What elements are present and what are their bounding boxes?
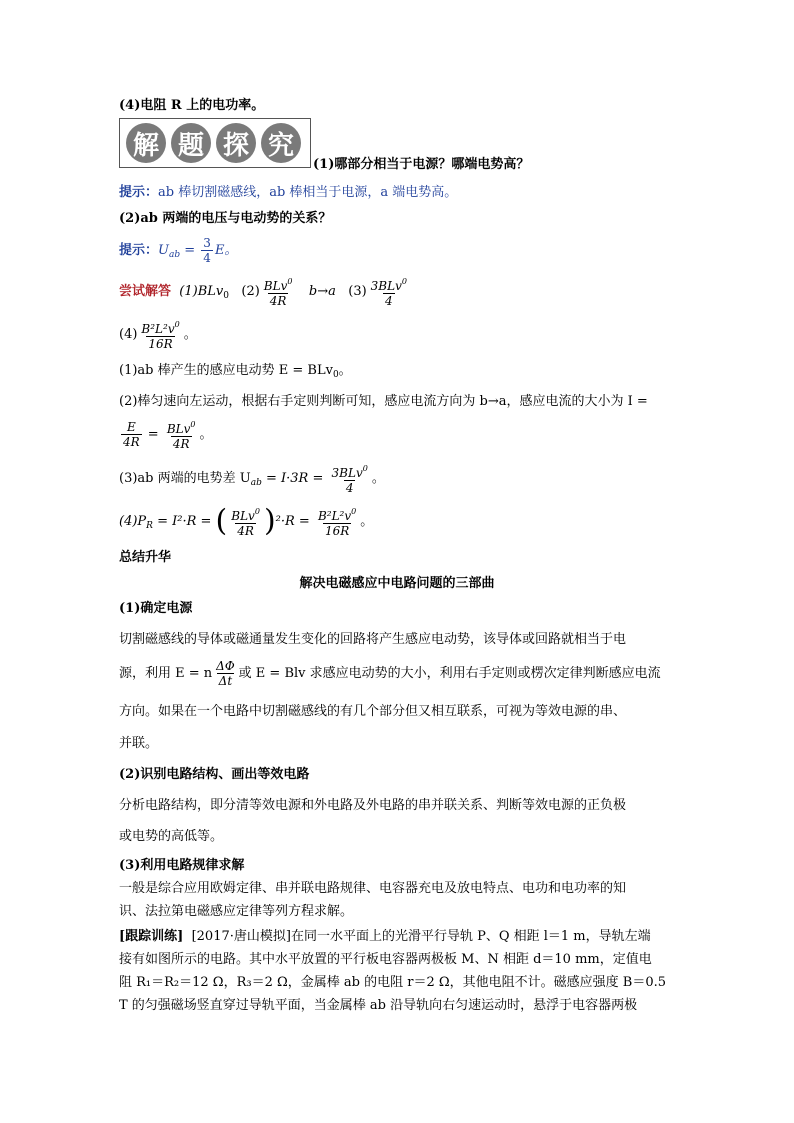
exercise-text-1: [2017·唐山模拟]在同一水平面上的光滑平行导轨 P、Q 相距 l＝1 m，导轨左端 bbox=[191, 929, 651, 944]
fraction-denominator: 4R bbox=[237, 524, 254, 538]
solution-1-tail: 。 bbox=[338, 363, 352, 378]
solution-4-tail: 。 bbox=[360, 514, 374, 529]
summary-step-2: (2)识别电路结构、画出等效电路 bbox=[119, 767, 310, 782]
answer-1: (1)BLv bbox=[179, 284, 224, 299]
flux-fraction bbox=[214, 659, 237, 688]
fraction-denominator: 4 bbox=[345, 481, 354, 495]
exercise-line-1 bbox=[119, 928, 651, 946]
superscript: 0 bbox=[190, 420, 196, 429]
solution-3-tail: 。 bbox=[371, 471, 385, 486]
explore-question-1: (1)哪部分相当于电源？哪端电势高？ bbox=[313, 157, 530, 172]
banner-char: 究 bbox=[261, 123, 301, 163]
fraction-denominator: 16R bbox=[324, 524, 350, 538]
solution-4-mid: = I²·R = bbox=[152, 514, 216, 529]
summary-paragraph-3a: 一般是综合应用欧姆定律、串并联电路规律、电容器充电及放电特点、电功和电功率的知 bbox=[119, 881, 627, 896]
fraction-numerator: BLv bbox=[166, 422, 191, 436]
fraction-denominator: 4R bbox=[269, 294, 287, 308]
summary-paragraph-2b: 或电势的高低等。 bbox=[119, 829, 224, 844]
fraction-denominator: 4 bbox=[385, 294, 393, 308]
answer-3-prefix: (3) bbox=[348, 284, 367, 299]
fraction-numerator: 3BLv bbox=[331, 466, 363, 480]
fraction-denominator: Δt bbox=[218, 674, 233, 688]
hint-2-u: U bbox=[158, 243, 169, 258]
solution-2-fraction-1 bbox=[121, 420, 142, 449]
fraction-numerator: 3 bbox=[203, 236, 211, 250]
answer-4-fraction bbox=[139, 318, 181, 351]
solution-3-sub: ab bbox=[250, 478, 262, 488]
solution-1-sub: 0 bbox=[332, 370, 339, 380]
fraction-denominator: 4R bbox=[172, 437, 190, 451]
summary-paragraph-1c: 方向。如果在一个电路中切割磁感线的有几个部分但又相互联系，可视为等效电源的串、 bbox=[119, 704, 627, 719]
fraction-numerator: B²L²v bbox=[141, 322, 175, 336]
solution-4-fraction bbox=[316, 505, 358, 538]
q4-heading: (4)电阻 R 上的电功率。 bbox=[119, 98, 265, 113]
answer-3-fraction bbox=[369, 275, 409, 308]
summary-step-1: (1)确定电源 bbox=[119, 601, 193, 616]
answer-2-prefix: (2) bbox=[241, 284, 260, 299]
fraction-numerator: 3BLv bbox=[370, 279, 402, 293]
exercise-line-2: 接有如图所示的电路。其中水平放置的平行板电容器两极板 M、N 相距 d＝10 mm，定值电 bbox=[119, 952, 652, 967]
summary-paragraph-1a: 切割磁感线的导体或磁通量发生变化的回路将产生感应电动势，该导体或回路就相当于电 bbox=[119, 632, 627, 647]
fraction-denominator: 4 bbox=[203, 251, 211, 265]
solution-2-tail: 。 bbox=[199, 427, 213, 442]
solution-3-fraction bbox=[330, 462, 370, 495]
fraction-denominator: 16R bbox=[148, 337, 173, 351]
solution-1 bbox=[119, 362, 352, 384]
fraction-numerator: BLv bbox=[231, 509, 255, 523]
left-paren: ( bbox=[215, 503, 228, 539]
fraction-numerator: BLv bbox=[263, 279, 288, 293]
summary-paragraph-1d: 并联。 bbox=[119, 736, 159, 751]
solution-3 bbox=[119, 462, 385, 499]
hint-2-fraction bbox=[201, 236, 213, 265]
equals: = bbox=[143, 427, 163, 442]
solution-4-mid2: ²·R = bbox=[275, 514, 314, 529]
solution-2: (2)棒匀速向左运动，根据右手定则判断可知，感应电流方向为 b→a，感应电流的大小为 I = bbox=[119, 394, 648, 409]
hint-1-text: ab 棒切割磁感线，ab 棒相当于电源，a 端电势高。 bbox=[158, 185, 458, 200]
summary-step-3: (3)利用电路规律求解 bbox=[119, 858, 245, 873]
summary-heading: 总结升华 bbox=[119, 550, 172, 565]
fraction-numerator: ΔΦ bbox=[216, 659, 235, 673]
superscript: 0 bbox=[351, 507, 357, 516]
solution-1-text: (1)ab 棒产生的感应电动势 E = BLv bbox=[119, 363, 333, 378]
banner-char: 解 bbox=[126, 123, 166, 163]
summary-paragraph-3b: 识、法拉第电磁感应定律等列方程求解。 bbox=[119, 904, 354, 919]
hint-2-sub: ab bbox=[168, 250, 181, 260]
exercise-line-4: T 的匀强磁场竖直穿过导轨平面，当金属棒 ab 沿导轨向右匀速运动时，悬浮于电容器两极 bbox=[119, 998, 638, 1013]
solution-4-prefix: (4)P bbox=[119, 514, 147, 529]
superscript: 0 bbox=[174, 320, 180, 329]
p1b-prefix: 源，利用 E = n bbox=[119, 666, 213, 681]
answer-4-tail: 。 bbox=[183, 327, 197, 342]
p1b-suffix: 或 E = Blv 求感应电动势的大小，利用右手定则或楞次定律判断感应电流 bbox=[238, 666, 661, 681]
solution-4-sub: R bbox=[146, 521, 153, 531]
right-paren: ) bbox=[263, 503, 276, 539]
hint-2-tail: E。 bbox=[214, 243, 238, 258]
answer-4-line bbox=[119, 318, 197, 351]
summary-paragraph-1b bbox=[119, 658, 661, 690]
superscript: 0 bbox=[287, 277, 293, 286]
fraction-numerator: E bbox=[126, 420, 136, 434]
explore-banner bbox=[119, 118, 311, 168]
exercise-line-3: 阻 R₁＝R₂＝12 Ω，R₃＝2 Ω，金属棒 ab 的电阻 r＝2 Ω，其他电阻不计。磁感应强度 B＝0.5 bbox=[119, 975, 666, 990]
hint-label: 提示： bbox=[119, 185, 159, 200]
summary-paragraph-2a: 分析电路结构，即分清等效电源和外电路及外电路的串并联关系、判断等效电源的正负极 bbox=[119, 798, 627, 813]
superscript: 0 bbox=[401, 277, 407, 286]
solution-2-fraction-2 bbox=[165, 418, 198, 451]
hint-label: 提示： bbox=[119, 243, 159, 258]
banner-char: 探 bbox=[216, 123, 256, 163]
hint-2 bbox=[119, 236, 237, 270]
hint-2-eq: = bbox=[180, 243, 200, 258]
superscript: 0 bbox=[254, 507, 260, 516]
solution-2b bbox=[119, 418, 213, 451]
hint-1 bbox=[119, 184, 457, 202]
answer-2-direction: b→a bbox=[308, 284, 336, 299]
solution-4-paren-fraction bbox=[229, 505, 262, 538]
solution-4 bbox=[119, 504, 373, 544]
explore-question-2: (2)ab 两端的电压与电动势的关系？ bbox=[119, 211, 332, 226]
banner-char: 题 bbox=[171, 123, 211, 163]
answer-1-sub: 0 bbox=[223, 291, 229, 301]
solution-3-mid: = I·3R = bbox=[261, 471, 328, 486]
answer-label: 尝试解答 bbox=[119, 284, 172, 299]
superscript: 0 bbox=[362, 464, 368, 473]
answer-4-prefix: (4) bbox=[119, 327, 138, 342]
fraction-denominator: 4R bbox=[123, 435, 140, 449]
exercise-label: [跟踪训练] bbox=[119, 929, 184, 944]
answer-2-fraction bbox=[262, 275, 295, 308]
answer-line bbox=[119, 275, 411, 312]
fraction-numerator: B²L²v bbox=[317, 509, 352, 523]
summary-title: 解决电磁感应中电路问题的三部曲 bbox=[299, 576, 495, 591]
solution-3-prefix: (3)ab 两端的电势差 U bbox=[119, 471, 251, 486]
